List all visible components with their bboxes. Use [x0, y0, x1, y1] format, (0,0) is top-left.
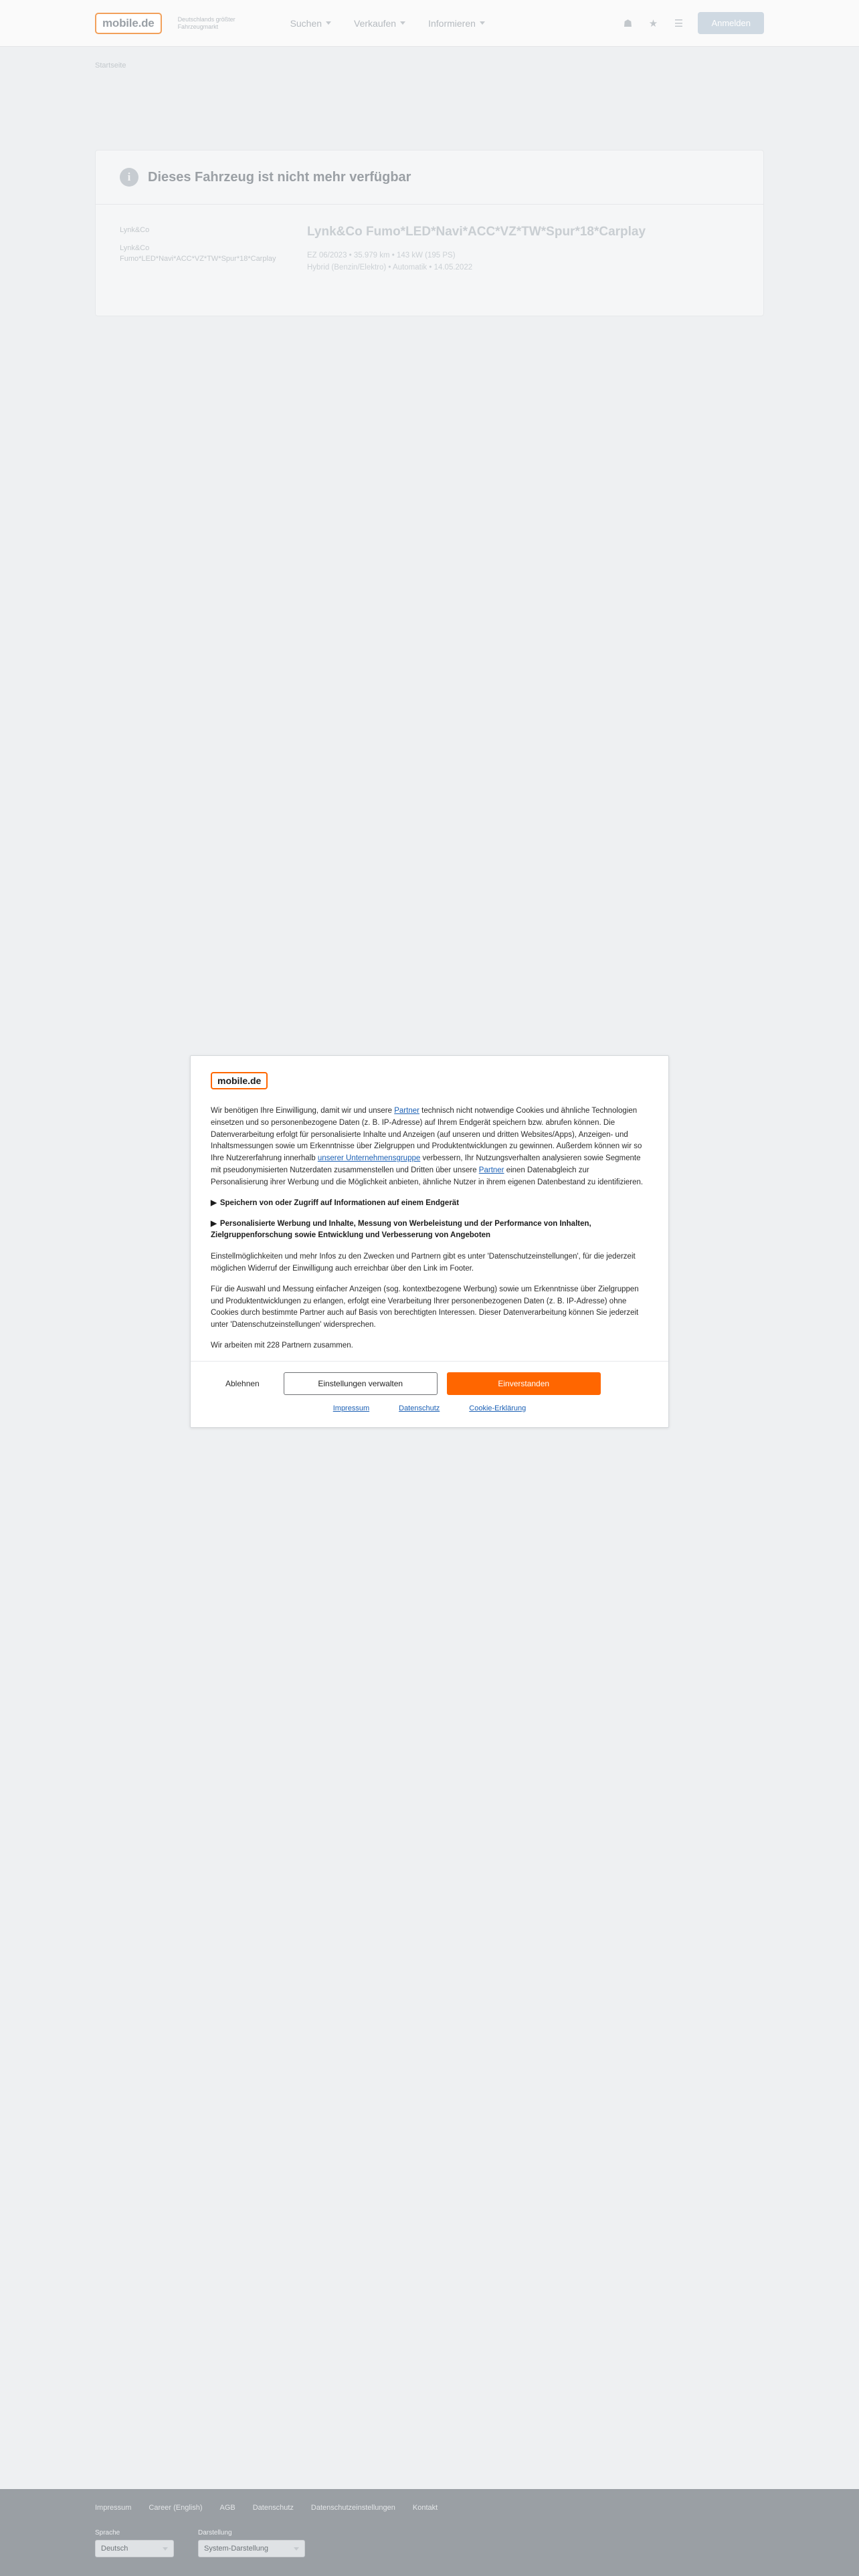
- consent-logo: [211, 1072, 268, 1089]
- consent-dialog: [190, 1055, 669, 1428]
- nav-item-verkaufen[interactable]: [354, 18, 405, 29]
- listing-card: [95, 150, 764, 316]
- display-select[interactable]: [198, 2540, 305, 2557]
- chevron-down-icon: [294, 2547, 299, 2551]
- language-label: Sprache: [95, 2529, 120, 2537]
- unavailable-notice: [96, 150, 763, 205]
- listing-thumbnail: [120, 225, 287, 276]
- nav-item-suchen[interactable]: [290, 18, 331, 29]
- favorites-star-icon[interactable]: ★: [648, 17, 658, 29]
- chevron-down-icon: [326, 21, 331, 25]
- consent-paragraph-1: Wir benötigen Ihre Einwilligung, damit wir und unsere Partner technisch nicht notwendige Cookies und ähnliche Technologien einsetzen und so personenbezogene Daten (z. B. IP-Adresse) auf Ihrem Endgerät speichern bzw. abrufen können. Die Datenverarbeitung erfolgt für personalisierte Inhalte und Anzeigen (auf unseren und dritten Websites/Apps), Anzeigen- und Inhaltsmessungen sowie um Erkenntnisse über Zielgruppen und Produktentwicklungen zu gewinnen. Außerdem können wir so Ihre Nutzererfahrung innerhalb unserer Unternehmensgruppe verbessern, Ihr Nutzungsverhalten analysieren sowie Segmente mit pseudonymisierten Nutzerdaten zusammenstellen und Dritten über unsere Partner einen Datenabgleich zur Personalisierung ihrer Werbung und die Möglichkeit anbieten, ähnliche Nutzer in ihrem eigenen Datenbestand zu identifizieren.: [211, 1107, 644, 1186]
- display-select-value: System-Darstellung: [204, 2545, 268, 2553]
- language-select-value: Deutsch: [101, 2545, 128, 2553]
- consent-logo-text: mobile.de: [217, 1075, 262, 1086]
- footer-links: [95, 2504, 764, 2512]
- main-content: [95, 150, 764, 316]
- saved-searches-icon[interactable]: ☰: [674, 17, 684, 29]
- consent-inline-link-5[interactable]: Partner: [478, 1166, 504, 1175]
- nav-item-suchen-label: Suchen: [290, 17, 322, 29]
- breadcrumb[interactable]: Startseite: [95, 62, 126, 70]
- footer-link-kontakt[interactable]: Kontakt: [412, 2504, 438, 2512]
- consent-link-cookie-erklaerung[interactable]: Cookie-Erklärung: [469, 1404, 527, 1412]
- consent-purpose-1-label: Speichern von oder Zugriff auf Informationen auf einem Endgerät: [219, 1198, 460, 1207]
- consent-text: [191, 1096, 668, 1352]
- logo-text: mobile.de: [102, 16, 155, 29]
- thumbnail-alt-text: Lynk&Co: [120, 226, 150, 234]
- consent-purposes: [211, 1198, 648, 1242]
- consent-link-datenschutz[interactable]: Datenschutz: [399, 1404, 440, 1412]
- footer-link-datenschutz[interactable]: Datenschutz: [252, 2504, 294, 2512]
- listing-specs-secondary: Hybrid (Benzin/Elektro) • Automatik • 14.05.2022: [307, 263, 473, 272]
- consent-dialog-wrapper: [0, 1055, 859, 1428]
- nav-item-informieren[interactable]: [428, 18, 485, 29]
- footer-link-agb[interactable]: AGB: [219, 2504, 235, 2512]
- info-icon: i: [120, 168, 138, 187]
- consent-actions: [191, 1361, 668, 1404]
- consent-inline-link-3[interactable]: unserer Unternehmensgruppe: [317, 1154, 421, 1163]
- footer-settings: [95, 2529, 764, 2557]
- mobile-de-logo[interactable]: [95, 13, 162, 34]
- consent-purpose-1: [211, 1198, 648, 1210]
- triangle-right-icon: ▶: [211, 1198, 217, 1207]
- site-footer: [0, 2489, 859, 2576]
- reject-button[interactable]: Ablehnen: [211, 1373, 274, 1394]
- nav-item-verkaufen-label: Verkaufen: [354, 17, 397, 29]
- listing-title: Lynk&Co Fumo*LED*Navi*ACC*VZ*TW*Spur*18*Carplay: [307, 225, 646, 239]
- manage-settings-button[interactable]: Einstellungen verwalten: [284, 1372, 438, 1395]
- chevron-down-icon: [480, 21, 485, 25]
- unavailable-notice-text: Dieses Fahrzeug ist nicht mehr verfügbar: [148, 169, 411, 185]
- consent-paragraph-3: Für die Auswahl und Messung einfacher Anzeigen (sog. kontextbezogene Werbung) sowie um Erkenntnisse über Zielgruppen und Produktentwicklungen zu erlangen, erfolgt eine Verarbeitung Ihrer personenbezogenen Daten (z. B. IP-Adresse) ohne Cookies durch bestimmte Partner auch auf Basis von berechtigten Interessen. Dieser Datenverarbeitung können Sie jederzeit unter 'Datenschutzeinstellungen' widersprechen.: [211, 1285, 639, 1329]
- consent-purpose-2-label: Personalisierte Werbung und Inhalte, Messung von Werbeleistung und der Performance von Inhalten, Zielgruppenforschung sowie Entwicklung und Verbesserung von Angeboten: [211, 1219, 591, 1240]
- consent-partners-note: Wir arbeiten mit 228 Partnern zusammen.: [211, 1341, 353, 1350]
- header-actions: [622, 12, 764, 34]
- thumbnail-caption: Lynk&Co Fumo*LED*Navi*ACC*VZ*TW*Spur*18*Carplay: [120, 243, 276, 263]
- logo-claim: Deutschlands größter Fahrzeugmarkt: [177, 15, 235, 30]
- consent-footer-links: [191, 1404, 668, 1427]
- display-setting: [198, 2529, 305, 2557]
- footer-link-career[interactable]: Career (English): [149, 2504, 203, 2512]
- chevron-down-icon: [163, 2547, 168, 2551]
- listing-specs-primary: EZ 06/2023 • 35.979 km • 143 kW (195 PS): [307, 251, 456, 259]
- consent-paragraph-2: Einstellmöglichkeiten und mehr Infos zu den Zwecken und Partnern gibt es unter 'Datenschutzeinstellungen', für die jederzeit möglichen Widerruf der Einwilligung auch erreichbar über den Link im Footer.: [211, 1253, 636, 1273]
- language-setting: [95, 2529, 174, 2557]
- main-navigation: [290, 18, 485, 29]
- display-label: Darstellung: [198, 2529, 232, 2537]
- listing-info: [307, 225, 646, 276]
- chevron-down-icon: [400, 21, 405, 25]
- notification-bell-icon[interactable]: ☗: [623, 17, 633, 29]
- accept-button[interactable]: Einverstanden: [447, 1372, 601, 1395]
- nav-item-informieren-label: Informieren: [428, 17, 476, 29]
- footer-link-impressum[interactable]: Impressum: [95, 2504, 132, 2512]
- consent-purpose-2: [211, 1218, 648, 1243]
- site-header: [0, 0, 859, 47]
- login-button[interactable]: Anmelden: [698, 12, 764, 34]
- consent-inline-link-1[interactable]: Partner: [394, 1107, 419, 1115]
- consent-link-impressum[interactable]: Impressum: [332, 1404, 370, 1412]
- triangle-right-icon: ▶: [211, 1219, 217, 1228]
- footer-link-datenschutzeinstellungen[interactable]: Datenschutzeinstellungen: [310, 2504, 395, 2512]
- language-select[interactable]: [95, 2540, 174, 2557]
